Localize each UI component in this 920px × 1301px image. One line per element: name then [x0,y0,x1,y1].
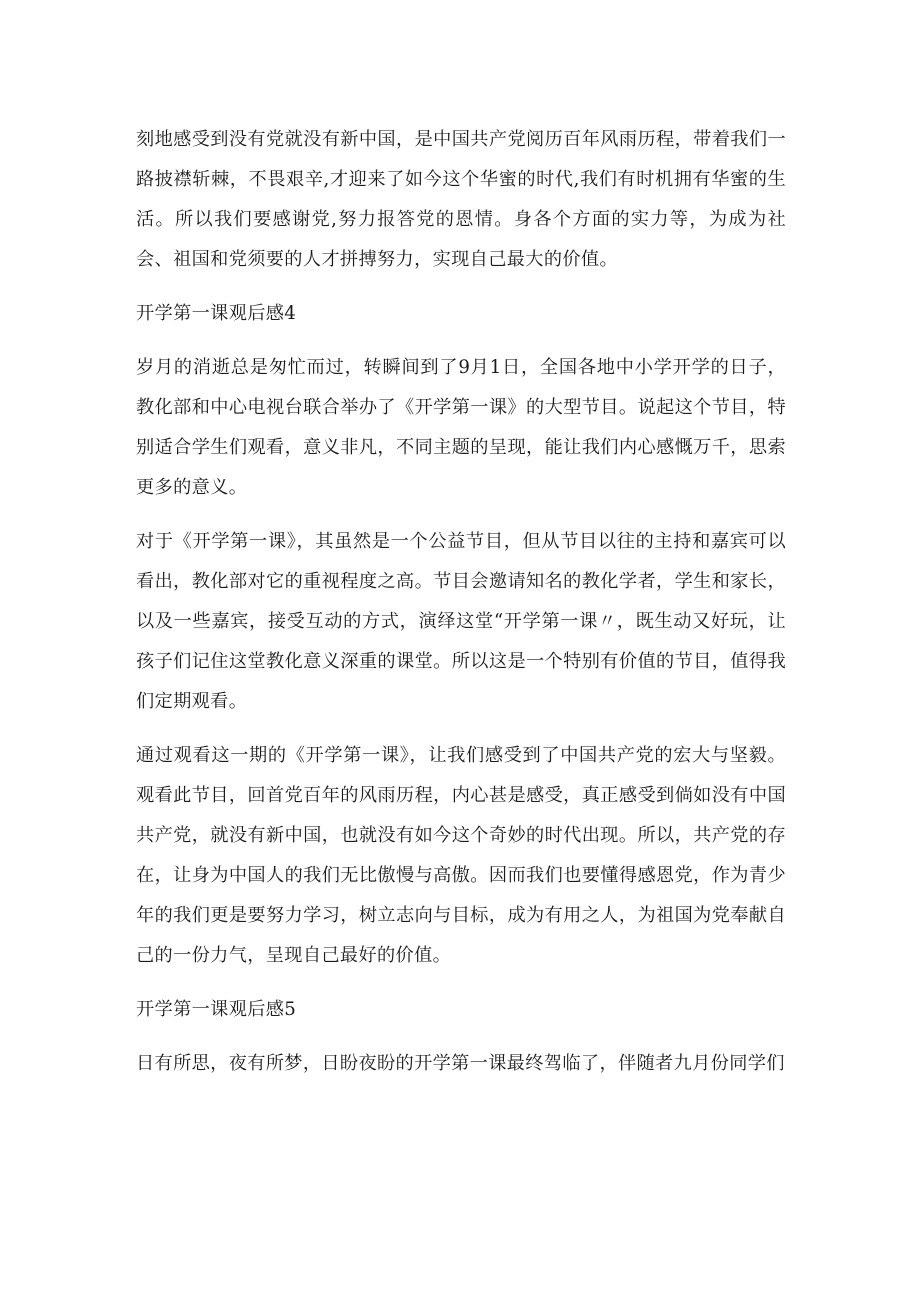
paragraph [136,1044,786,1084]
paragraph-text: 日有所思，夜有所梦，日盼夜盼的开学第一课最终驾临了，伴随者九月份同学们 [136,1053,785,1074]
paragraph [136,348,786,508]
section-heading [136,294,786,334]
section-heading [136,990,786,1030]
paragraph [136,120,786,280]
paragraph-text: 刻地感受到没有党就没有新中国，是中国共产党阅历百年风雨历程，带着我们一路披襟斩棘，不畏艰辛,才迎来了如今这个华蜜的时代,我们有时机拥有华蜜的生活。所以我们要感谢党,努力报答党的恩情。身各个方面的实力等，为成为社会、祖国和党须要的人才拼搏努力，实现自己最大的价值。 [136,129,786,270]
section-heading-text: 开学第一课观后感5 [136,999,297,1020]
paragraph-text: 通过观看这一期的《开学第一课》，让我们感受到了中国共产党的宏大与坚毅。观看此节目，回首党百年的风雨历程，内心甚是感受，真正感受到倘如没有中国共产党，就没有新中国，也就没有如今这个奇妙的时代出现。所以，共产党的存在，让身为中国人的我们无比傲慢与高傲。因而我们也要懂得感恩党，作为青少年的我们更是要努力学习，树立志向与目标，成为有用之人，为祖国为党奉献自己的一份力气，呈现自己最好的价值。 [136,745,786,966]
document-body [136,120,786,1098]
paragraph-text: 岁月的消逝总是匆忙而过，转瞬间到了9月1日，全国各地中小学开学的日子，教化部和中心电视台联合举办了《开学第一课》的大型节目。说起这个节目，特别适合学生们观看，意义非凡，不同主题的呈现，能让我们内心感慨万千，思索更多的意义。 [136,357,786,498]
paragraph [136,736,786,976]
section-heading-text: 开学第一课观后感4 [136,303,297,324]
paragraph-text: 对于《开学第一课》，其虽然是一个公益节目，但从节目以往的主持和嘉宾可以看出，教化部对它的重视程度之高。节目会邀请知名的教化学者，学生和家长，以及一些嘉宾，接受互动的方式，演绎这堂“开学第一课〃，既生动又好玩，让孩子们记住这堂教化意义深重的课堂。所以这是一个特别有价值的节目，值得我们定期观看。 [136,531,786,712]
paragraph [136,522,786,722]
